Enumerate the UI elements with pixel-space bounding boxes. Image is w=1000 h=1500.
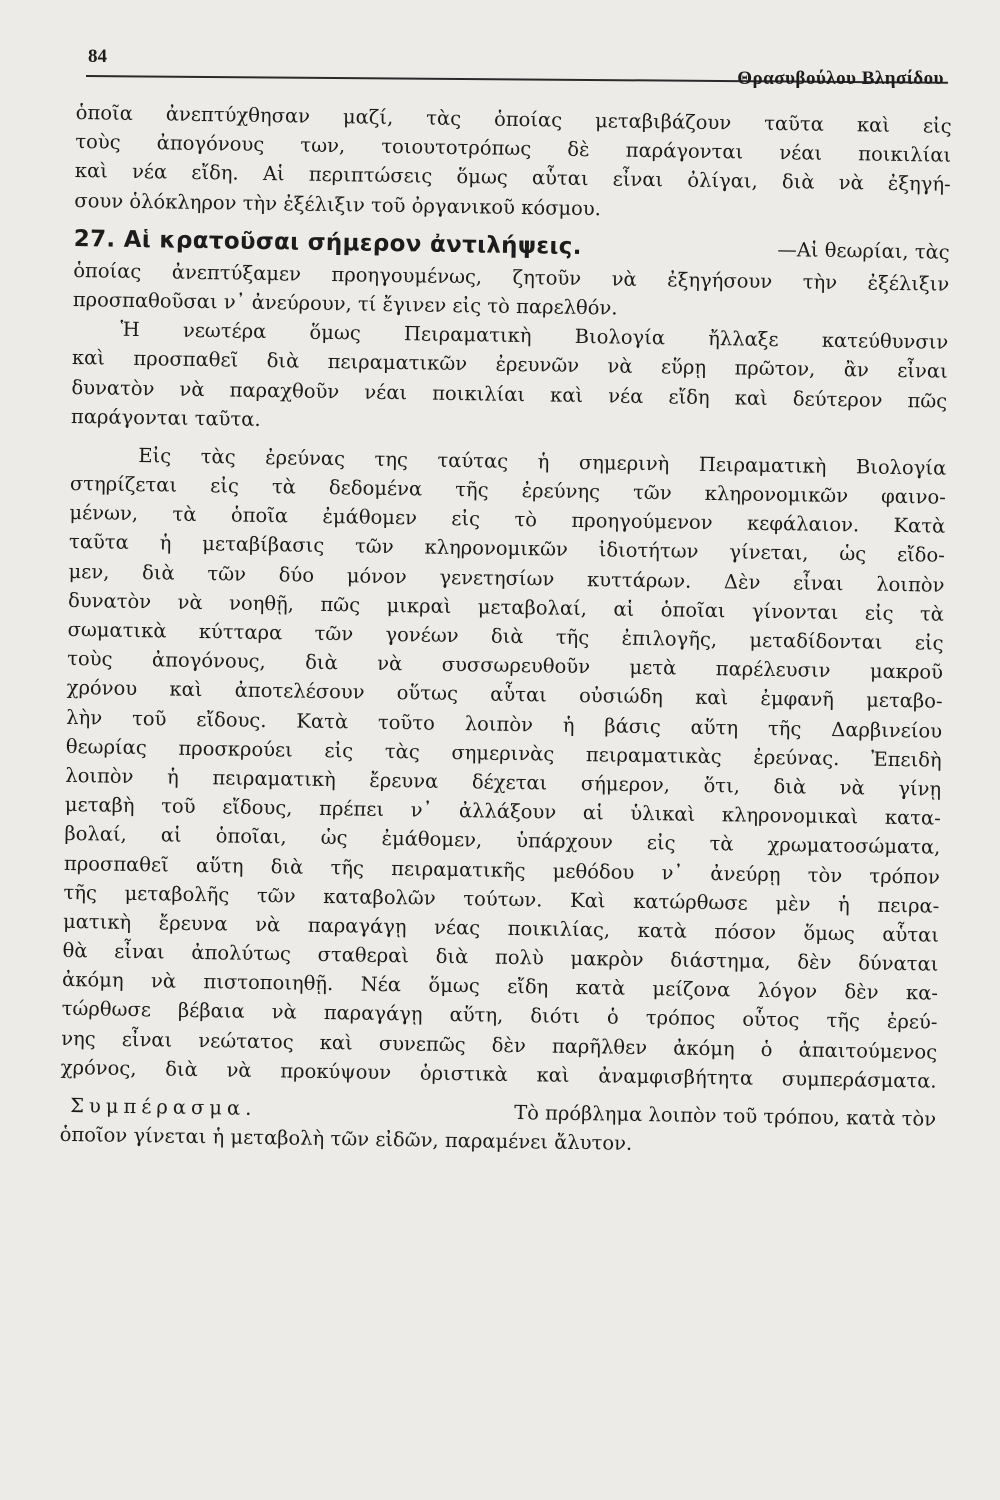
conclusion-paragraph [59,1091,936,1163]
text-line: παράγονται ταῦτα. [70,404,261,431]
text-line: νης εἶναι νεώτατος καὶ συνεπῶς δὲν παρῆλθεν ἀκόμη ὁ ἀπαιτούμενος [61,1026,938,1064]
section-heading-rest: —Αἱ θεωρίαι, τὰς [777,237,950,264]
text-line: μεν, διὰ τῶν δύο μόνον γενετησίων κυττάρων. Δὲν εἶναι λοιπὸν [68,559,945,597]
running-title: Θρασυβούλου Βλησίδου [737,68,944,89]
section-heading: 27. Αἱ κρατοῦσαι σήμερον ἀντιλήψεις. [73,225,582,260]
text-line: ὁποίας ἀνεπτύξαμεν προηγουμένως, ζητοῦν νὰ ἐξηγήσουν τὴν ἐξέλιξιν [73,258,950,296]
text-line: καὶ νέα εἴδη. Αἱ περιπτώσεις ὅμως αὗται εἶναι ὀλίγαι, διὰ νὰ ἐξηγή- [74,159,951,197]
paragraph-4 [61,440,947,1096]
text-line: λοιπὸν ἡ πειραματικὴ ἔρευνα δέχεται σήμερον, ὅτι, διὰ νὰ γίνῃ [65,763,942,801]
text-line: μεταβὴ τοῦ εἴδους, πρέπει ν᾽ ἀλλάξουν αἱ ὑλικαὶ κληρονομικαὶ κατα- [64,793,941,830]
text-line: λὴν τοῦ εἴδους. Κατὰ τοῦτο λοιπὸν ἡ βάσις αὕτη τῆς Δαρβινείου [66,705,943,743]
text-line: θὰ εἶναι ἀπολύτως σταθεραὶ διὰ πολὺ μακρὸν διάστημα, δὲν δύναται [62,938,939,976]
text-line: δυνατὸν νὰ νοηθῇ, πῶς μικραὶ μεταβολαί, αἱ ὁποῖαι γίνονται εἰς τὰ [67,588,945,626]
text-line: καὶ προσπαθεῖ διὰ πειραματικῶν ἐρευνῶν νὰ εὕρῃ πρῶτον, ἂν εἶναι [71,346,948,384]
text-line: Ἡ νεωτέρα ὅμως Πειραματικὴ Βιολογία ἤλλαξε κατεύθυνσιν [120,317,949,354]
text-line: τῆς μεταβολῆς τῶν καταβολῶν τούτων. Καὶ κατώρθωσε μὲν ἡ πειρα- [63,880,940,918]
page-body [59,98,951,1163]
text-line: θεωρίας προσκρούει εἰς τὰς σημερινὰς πειραματικὰς ἐρεύνας. Ἐπειδὴ [65,734,942,772]
text-line: ματικὴ ἔρευνα νὰ παραγάγῃ νέας ποικιλίας, κατὰ πόσον ὅμως αὗται [62,909,940,947]
text-line: τοὺς ἀπογόνους, διὰ νὰ συσσωρευθοῦν μετὰ παρέλευσιν μακροῦ [67,647,944,684]
text-line: τώρθωσε βέβαια νὰ παραγάγῃ αὕτη, διότι ὁ τρόπος οὗτος τῆς ἐρεύ- [61,997,938,1035]
text-line: μένων, τὰ ὁποῖα ἐμάθομεν εἰς τὸ προηγούμενον κεφάλαιον. Κατὰ [69,501,946,538]
text-line: βολαί, αἱ ὁποῖαι, ὡς ἐμάθομεν, ὑπάρχουν εἰς τὰ χρωματοσώματα, [64,822,941,859]
text-line: ὁποῖα ἀνεπτύχθησαν μαζί, τὰς ὁποίας μεταβιβάζουν ταῦτα καὶ εἰς [75,100,952,138]
text-line: δυνατὸν νὰ παραχθοῦν νέαι ποικιλίαι καὶ νέα εἴδη καὶ δεύτερον πῶς [71,375,948,413]
text-line: σουν ὁλόκληρον τὴν ἐξέλιξιν τοῦ ὀργανικοῦ κόσμου. [74,188,602,220]
text-line: προσπαθεῖ αὕτη διὰ τῆς πειραματικῆς μεθόδου ν᾽ ἀνεύρῃ τὸν τρόπον [63,851,940,889]
text-line: ὁποῖον γίνεται ἡ μεταβολὴ τῶν εἰδῶν, παραμένει ἄλυτον. [59,1123,633,1156]
page-number: 84 [88,46,107,67]
text-line: ταῦτα ἡ μεταβίβασις τῶν κληρονομικῶν ἰδιοτήτων γίνεται, ὡς εἴδο- [68,530,946,568]
text-line: στηρίζεται εἰς τὰ δεδομένα τῆς ἐρεύνης τῶν κληρονομικῶν φαινο- [69,472,946,509]
paragraph-3 [71,314,949,444]
conclusion-label: Συμπέρασμα. [69,1094,257,1120]
text-line: σωματικὰ κύτταρα τῶν γονέων διὰ τῆς ἐπιλογῆς, μεταδίδονται εἰς [67,617,944,655]
text-line: χρόνος, διὰ νὰ προκύψουν ὁριστικὰ καὶ ἀναμφισβήτητα συμπεράσματα. [60,1055,937,1093]
text-line: χρόνου καὶ ἀποτελέσουν οὕτως αὗται οὐσιώδη καὶ ἐμφανῆ μεταβο- [66,676,943,714]
text-line: Εἰς τὰς ἐρεύνας της ταύτας ἡ σημερινὴ Πειραματικὴ Βιολογία [138,443,947,480]
text-line: προσπαθοῦσαι ν᾽ ἀνεύρουν, τί ἔγινεν εἰς τὸ παρελθόν. [72,287,618,320]
text-line: ἀκόμη νὰ πιστοποιηθῇ. Νέα ὅμως εἴδη κατὰ μείζονα λόγον δὲν κα- [61,968,939,1005]
conclusion-first-line-rest: Τὸ πρόβλημα λοιπὸν τοῦ τρόπου, κατὰ τὸν [513,1101,937,1131]
text-line: τοὺς ἀπογόνους των, τοιουτοτρόπως δὲ παράγονται νέαι ποικιλίαι [75,130,952,167]
paragraph-1 [74,98,952,228]
